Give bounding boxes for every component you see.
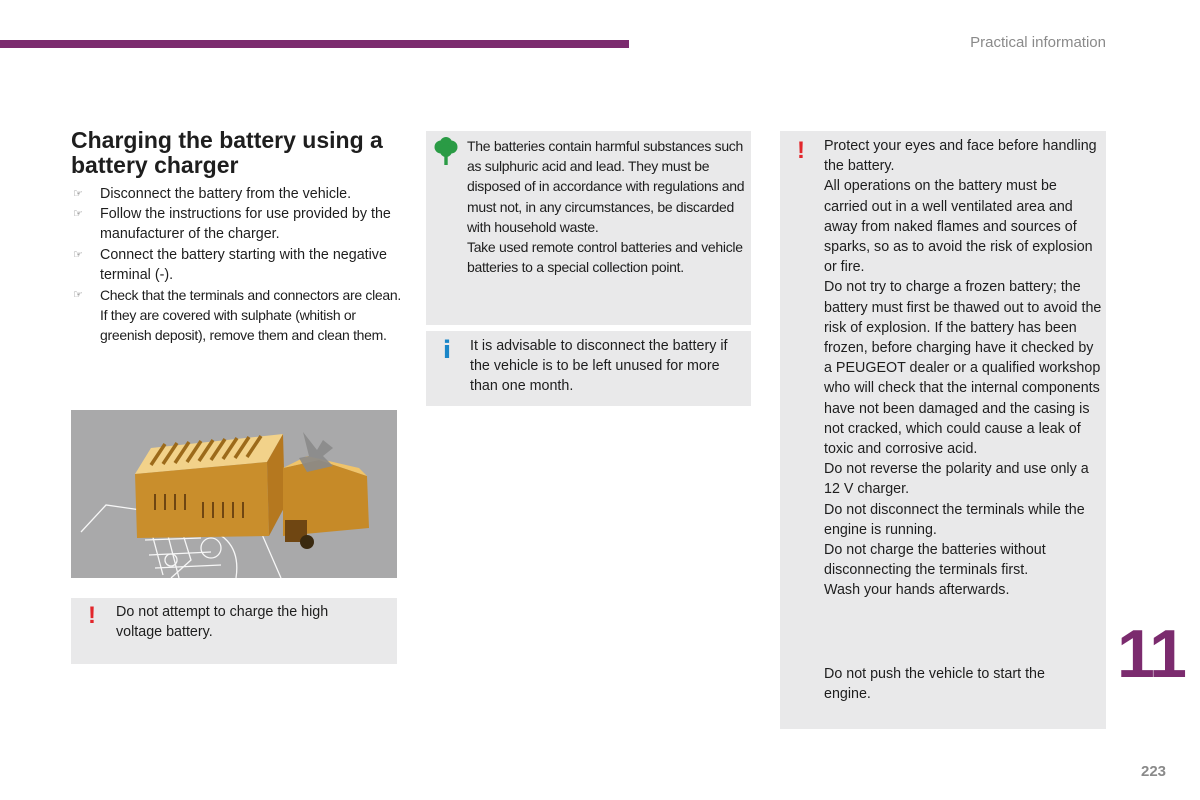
warning-icon: ! <box>88 602 96 629</box>
page-heading: Charging the battery using a battery charger <box>71 127 383 178</box>
info-note-box <box>426 331 751 406</box>
high-voltage-warning-box <box>71 598 397 664</box>
pointing-hand-icon: ☞ <box>73 289 83 302</box>
safety-final-note: Do not push the vehicle to start the engine. <box>824 666 1045 703</box>
safety-paragraph: Do not disconnect the terminals while the engine is running. <box>824 501 1085 538</box>
step-text: Follow the instructions for use provided by the manufacturer of the charger. <box>100 206 391 243</box>
environment-paragraph: Take used remote control batteries and vehicle batteries to a special collection point. <box>467 239 743 276</box>
safety-paragraph: All operations on the battery must be carried out in a well ventilated area and away from naked flames and sources of sparks, so as to avoid the risk of explosion or fire. <box>824 178 1093 276</box>
safety-paragraph: Protect your eyes and face before handling the battery. <box>824 138 1097 175</box>
safety-paragraph: Do not try to charge a frozen battery; the battery must first be thawed out to avoid the risk of explosion. If the battery has been frozen, before charging have it checked by a PEUGEOT dealer or a qualified workshop who will check that the internal components have not been damaged and the casing is not cracked, which could cause a leak of toxic and corrosive acid. <box>824 279 1102 458</box>
pointing-hand-icon: ☞ <box>73 188 83 200</box>
tree-icon <box>433 137 459 167</box>
battery-figure <box>71 410 397 578</box>
instruction-list <box>71 184 401 346</box>
step-text: Disconnect the battery from the vehicle. <box>100 186 352 202</box>
safety-warning-box <box>780 131 1106 729</box>
step-text: Check that the terminals and connectors are clean. If they are covered with sulphate (whitish or greenish deposit), remove them and clean them. <box>100 287 401 344</box>
safety-paragraph: Do not reverse the polarity and use only a 12 V charger. <box>824 461 1089 498</box>
pointing-hand-icon: ☞ <box>73 208 83 221</box>
safety-text <box>824 136 1102 601</box>
safety-paragraph: Wash your hands afterwards. <box>824 582 1010 599</box>
warning-icon: ! <box>797 137 805 164</box>
environment-text <box>467 136 747 277</box>
pointing-hand-icon: ☞ <box>73 248 83 261</box>
environment-note-box <box>426 131 751 325</box>
safety-paragraph: Do not charge the batteries without disconnecting the terminals first. <box>824 542 1046 579</box>
list-item <box>71 245 401 285</box>
page-number: 223 <box>1141 763 1167 780</box>
list-item <box>71 285 401 346</box>
section-title: Practical information <box>970 34 1106 51</box>
warning-text: Do not attempt to charge the high voltage battery. <box>116 604 329 641</box>
header-accent-bar <box>0 40 629 48</box>
chapter-number: 11 <box>1117 616 1185 692</box>
list-item <box>71 204 401 244</box>
step-text: Connect the battery starting with the negative terminal (-). <box>100 246 387 283</box>
environment-paragraph: The batteries contain harmful substances such as sulphuric acid and lead. They must be disposed of in accordance with regulations and must not, in any circumstances, be discarded with household waste. <box>467 138 745 235</box>
info-icon: i <box>442 336 452 364</box>
info-text: It is advisable to disconnect the battery if the vehicle is to be left unused for more than one month. <box>470 338 728 395</box>
list-item <box>71 184 401 204</box>
battery-illustration <box>71 410 397 578</box>
